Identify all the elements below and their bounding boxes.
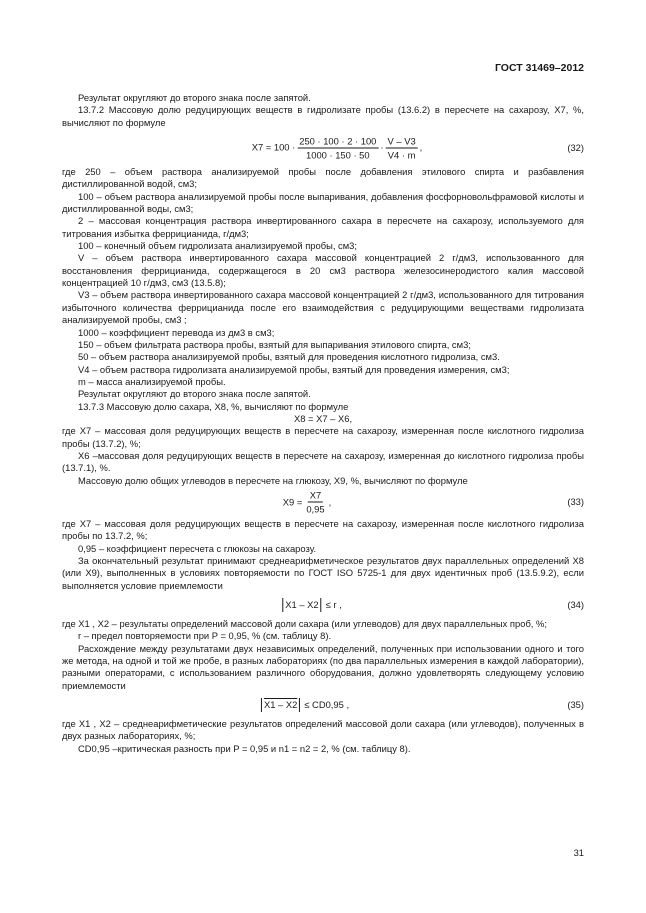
formula-number: (32) <box>567 141 584 153</box>
paragraph: где X1 , X2 – среднеарифметические результатов определений массовой доли сахара (или углеводов), полученных в двух разных лабораториях, %; <box>62 718 584 742</box>
paragraph: 50 – объем раствора анализируемой пробы, взятый для проведения кислотного гидролиза, см3. <box>78 351 500 363</box>
paragraph: Расхождение между результатами двух независимых определений, полученных при использовании одного и того же метода, на одной и той же пробе, в разных лабораториях (по два параллельных измерения в каждой лаборатории), разными операторами, с использованием различного оборудования, должно удовлетворять следующему условию приемлемости <box>62 642 584 691</box>
document-body <box>62 92 584 755</box>
formula-33-lhs: X9 = <box>282 496 303 508</box>
paragraph: За окончательный результат принимают среднеарифметическое результатов двух параллельных определений X8 (или X9), выполненных в условиях повторяемости по ГОСТ ISO 5725-1 для двух идентичных проб (13.5.9.2), если выполняется условие приемлемости <box>62 555 584 591</box>
paragraph: 13.7.3 Массовую долю сахара, X8, %, вычисляют по формуле <box>78 400 349 412</box>
formula-32-tail: , <box>419 141 423 153</box>
formula-34-rhs: ≤ r , <box>325 598 342 610</box>
fraction-denominator: 0,95 <box>306 503 325 515</box>
fraction-numerator: 250 · 100 · 2 · 100 <box>299 135 377 147</box>
fraction-denominator: V4 · m <box>387 149 416 161</box>
formula-number: (33) <box>567 496 584 508</box>
page-number: 31 <box>573 847 584 858</box>
formula-33-fraction <box>304 490 326 515</box>
paragraph: Результат округляют до второго знака после запятой. <box>78 388 311 400</box>
paragraph: 0,95 – коэффициент пересчета с глюкозы на сахарозу. <box>78 542 317 554</box>
formula-x8 <box>62 413 584 425</box>
formula-35-absolute-value: X1 – X2 <box>261 698 300 712</box>
paragraph: X6 –массовая доля редуцирующих веществ в пересчете на сахарозу, измеренная до кислотного гидролиза пробы (13.7.1), %. <box>62 449 584 474</box>
formula-32-fraction-1 <box>297 136 378 161</box>
paragraph: V – объем раствора инвертированного сахара массовой концентрацией 2 г/дм3, использованного для восстановления феррицианида, содержащегося в 20 см3 раствора железосинеродистого калия массовой концентрацией 10 г/дм3, см3 (13.5.8); <box>62 252 584 289</box>
paragraph: где 250 – объем раствора анализируемой пробы после добавления этилового спирта и разбавления дистиллированной водой, см3; <box>62 166 584 190</box>
formula-number: (35) <box>567 698 584 710</box>
paragraph: CD0,95 –критическая разность при P = 0,95 и n1 = n2 = 2, % (см. таблицу 8). <box>78 742 411 754</box>
formula-33-tail: , <box>328 496 332 508</box>
formula-34 <box>62 597 584 613</box>
formula-32-lhs: X7 = 100 · <box>251 141 296 153</box>
fraction-numerator: V – V3 <box>387 135 416 147</box>
paragraph: V4 – объем раствора гидролизата анализируемой пробы, взятый для проведения измерения, см3; <box>78 363 510 375</box>
paragraph: где X7 – массовая доля редуцирующих веществ в пересчете на сахарозу, измеренная после кислотного гидролиза пробы по 13.7.2, %; <box>62 517 584 542</box>
paragraph: 100 – конечный объем гидролизата анализируемой пробы, см3; <box>78 240 357 252</box>
formula-32: X7 = 100 · $\frac{250 \cdot 100 \cdot 2 \cdot 100}{1000 \cdot 150 \cdot 50}$ · $\frac{V - V3}{V4 \cdot m}$ , (32) <box>251 135 584 161</box>
fraction-denominator: 1000 · 150 · 50 <box>306 149 370 161</box>
paragraph: m – масса анализируемой пробы. <box>78 375 226 387</box>
paragraph: 1000 – коэффициент перевода из дм3 в см3; <box>78 326 275 338</box>
formula-35-rhs: ≤ CD0,95 , <box>304 698 350 710</box>
paragraph: 150 – объем фильтрата раствора пробы, взятый для выпаривания этилового спирта, см3; <box>78 338 471 350</box>
paragraph: 100 – объем раствора анализируемой пробы после выпаривания, добавления фосфорновольфрамовой кислоты и дистиллированной воды, см3; <box>62 190 584 215</box>
formula-34-absolute-value: X1 – X2 <box>282 598 321 612</box>
document-code: ГОСТ 31469–2012 <box>494 62 584 74</box>
paragraph: где X1 , X2 – результаты определений массовой доли сахара (или углеводов) для двух параллельных проб, %; <box>62 618 547 630</box>
paragraph: 13.7.2 Массовую долю редуцирующих веществ в гидролизате пробы (13.6.2) в пересчете на сахарозу, X7, %, вычисляют по формуле <box>62 104 584 128</box>
fraction-numerator: X7 <box>309 489 322 501</box>
paragraph: Результат округляют до второго знака после запятой. <box>78 92 311 103</box>
paragraph: Массовую долю общих углеводов в пересчете на глюкозу, X9, %, вычисляют по формуле <box>78 474 468 486</box>
formula-x8-text: X8 = X7 – X6, <box>293 412 353 424</box>
formula-number: (34) <box>567 598 584 610</box>
formula-33 <box>62 490 584 515</box>
formula-32-fraction-2 <box>386 136 418 161</box>
formula-35 <box>62 697 584 713</box>
paragraph: 2 – массовая концентрация раствора инвертированного сахара в пересчете на сахарозу, используемого для титрования избытка феррицианида, г/дм3; <box>62 215 584 239</box>
paragraph: где X7 – массовая доля редуцирующих веществ в пересчете на сахарозу, измеренная после кислотного гидролиза пробы (13.7.2), %; <box>62 425 584 449</box>
paragraph: r – предел повторяемости при P = 0,95, % (см. таблицу 8). <box>78 630 332 642</box>
paragraph: V3 – объем раствора инвертированного сахара массовой концентрацией 2 г/дм3, использованного для титрования избыточного количества феррицианида после его взаимодействия с редуцирующими веществами гидролизата анализируемой пробы, см3 ; <box>62 289 584 326</box>
